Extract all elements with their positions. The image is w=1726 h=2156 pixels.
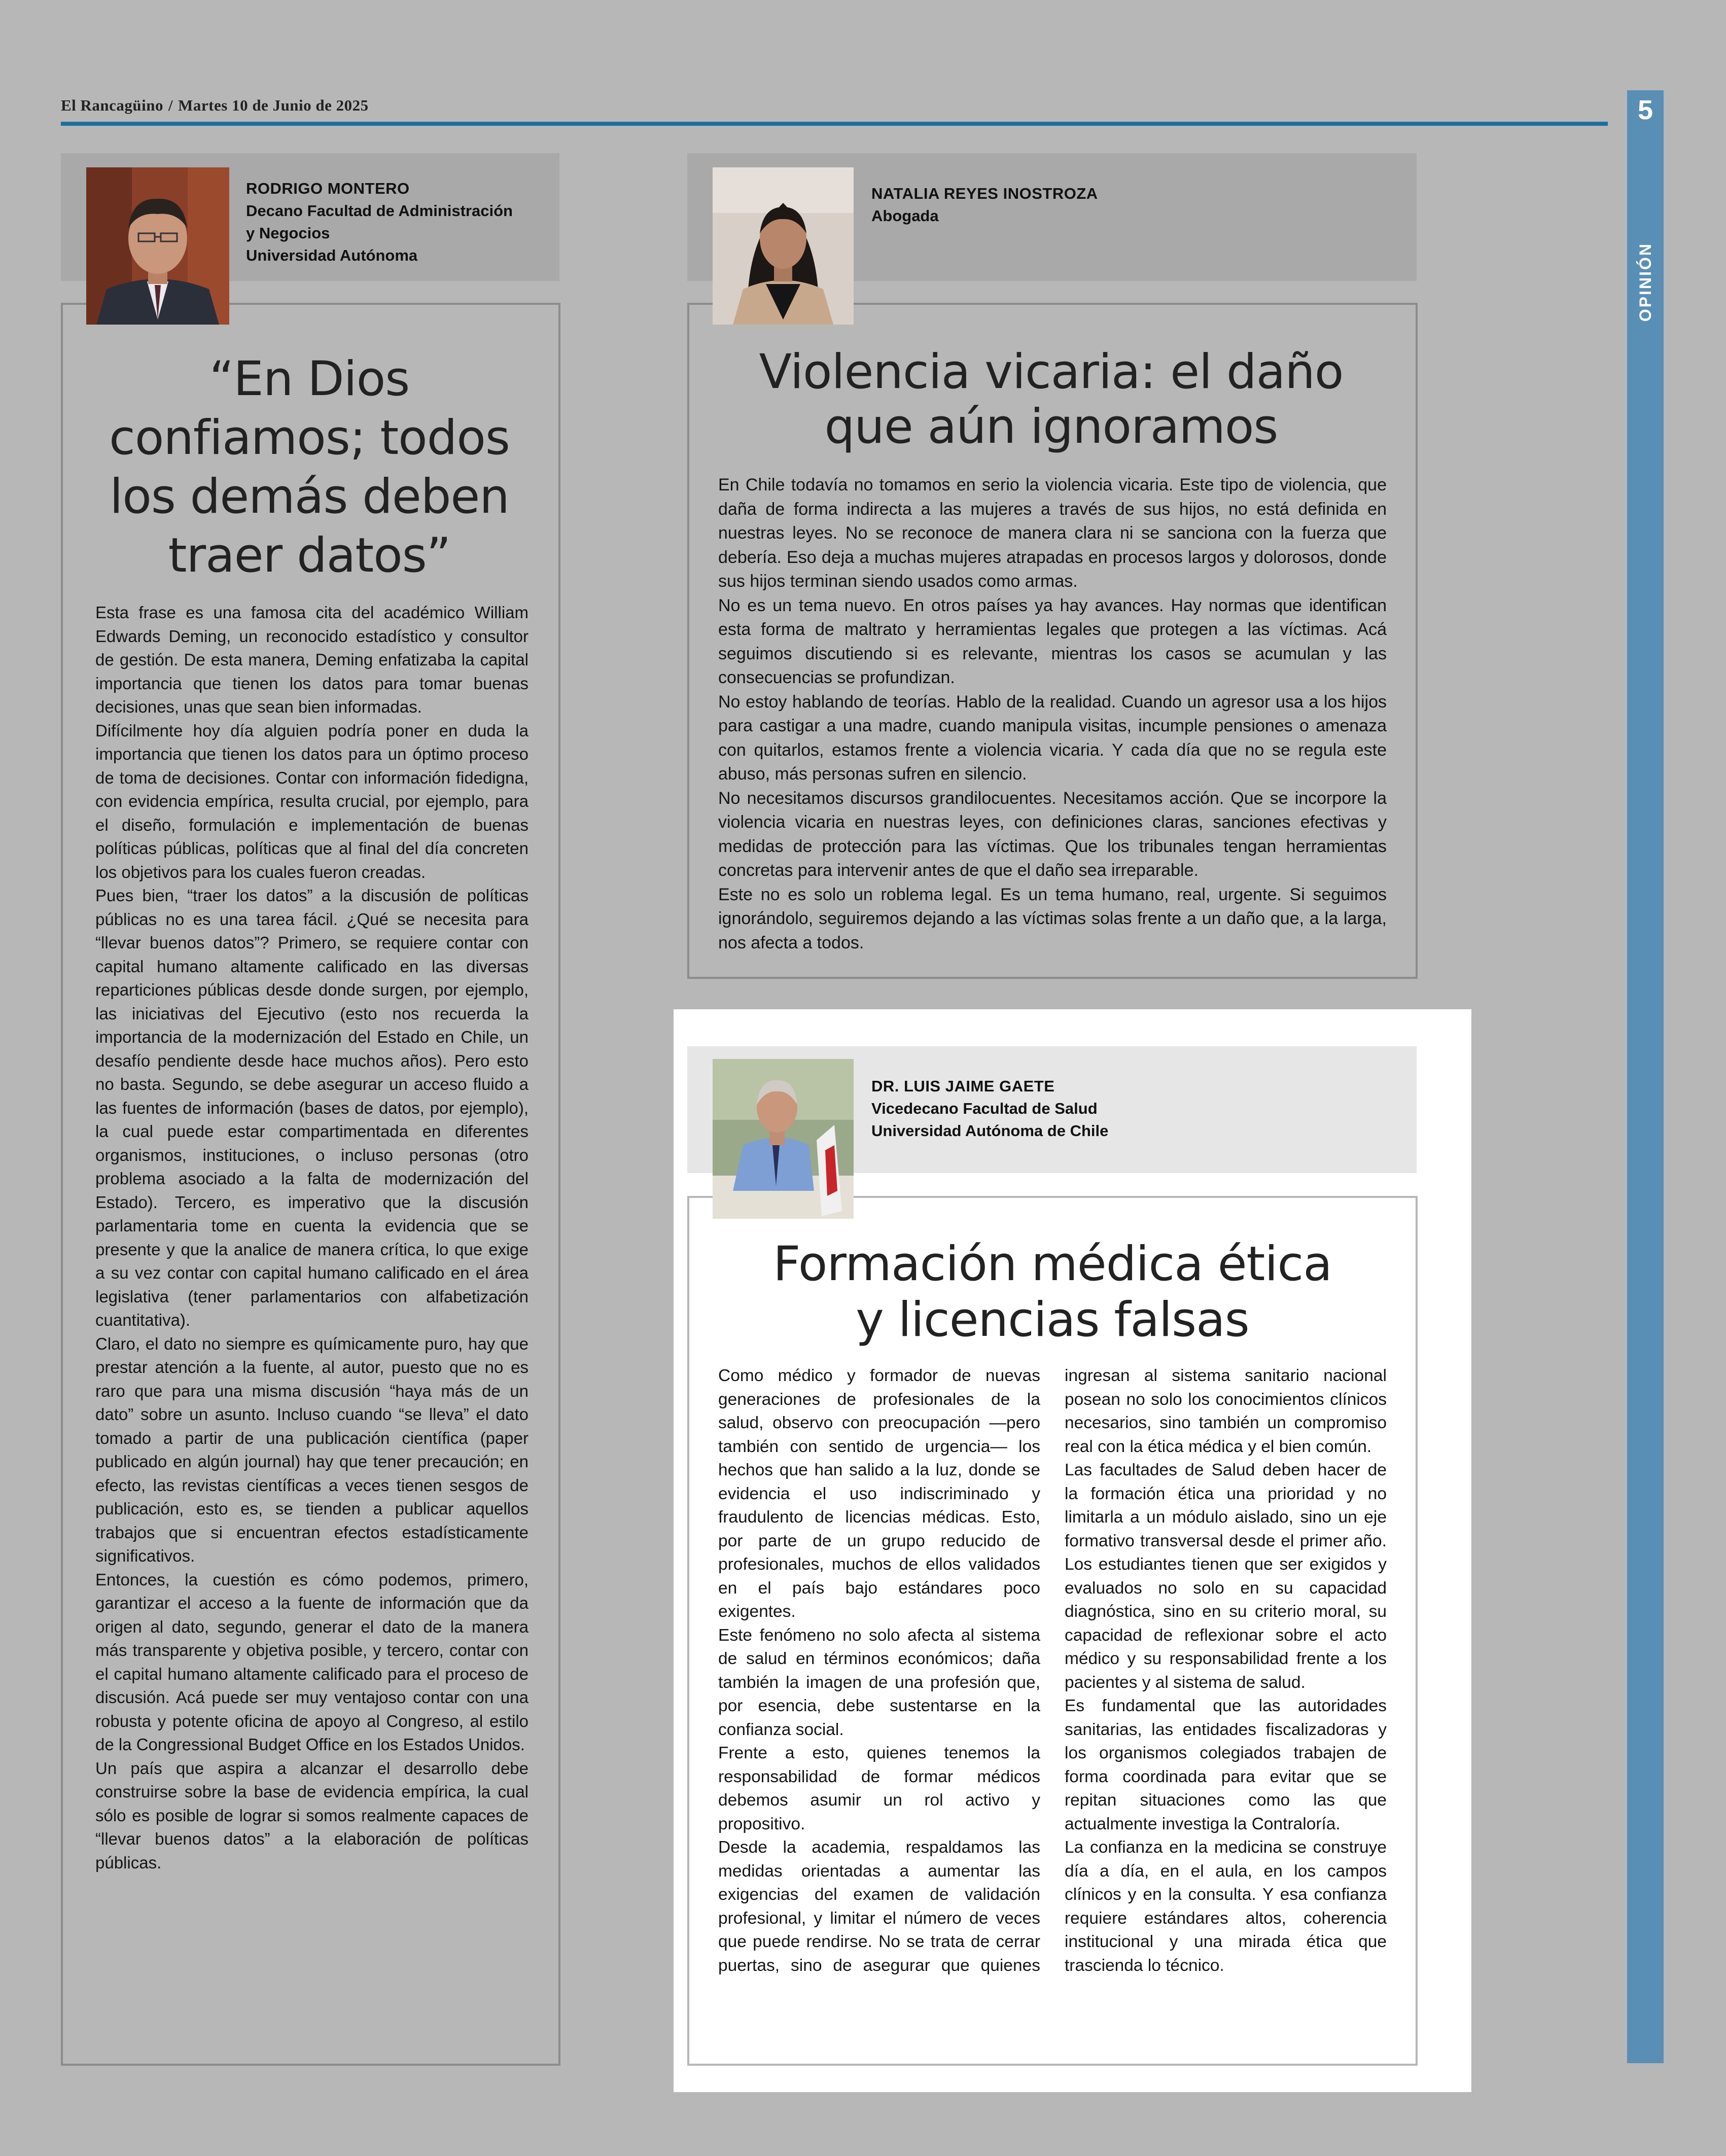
article-paragraph: No es un tema nuevo. En otros países ya hay avances. Hay normas que identifican esta forma de maltrato y herramientas legales que protegen a las víctimas. Acá seguimos discutiendo si es relevante, mientras los casos se acumulan y las consecuencias se profundizan. bbox=[718, 595, 1387, 687]
publication-name: El Rancagüino bbox=[61, 96, 164, 114]
author-photo bbox=[86, 167, 229, 325]
article-paragraph: La confianza en la medicina se construye día a día, en el aula, en los campos clínicos y en la consulta. Y esa confianza requiere estándares altos, coherencia institucional y una mirada ética que trascienda lo técnico. bbox=[1065, 1838, 1387, 1975]
article-paragraph: Las facultades de Salud deben hacer de la formación ética una prioridad y no limitarla a un módulo aislado, sino un eje formativo transversal desde el primer año. Los estudiantes tienen que ser exigidos y evaluados no solo en su capacidad diagnóstica, sino en su criterio moral, su capacidad de reflexionar sobre el acto médico y su responsabilidad frente a los pacientes y al sistema de salud. bbox=[1065, 1461, 1387, 1692]
author-name: RODRIGO MONTERO bbox=[246, 180, 410, 197]
article-paragraph: Esta frase es una famosa cita del académico William Edwards Deming, un reconocido estadístico y consultor de gestión. De esta manera, Deming enfatizaba la capital importancia que tienen los datos para tomar buenas decisiones, unas que sean bien informadas. bbox=[95, 603, 529, 716]
author-credit bbox=[871, 1075, 1379, 1142]
article-paragraph: Este fenómeno no solo afecta al sistema de salud en términos económicos; daña también la imagen de una profesión que, por esencia, debe sustentarse en la confianza social. bbox=[718, 1625, 1040, 1739]
author-photo-image bbox=[713, 1059, 854, 1219]
article-paragraph: Pues bien, “traer los datos” a la discusión de políticas públicas no es una tarea fácil. ¿Qué se necesita para “llevar buenos datos”? Primero, se requiere contar con capital humano altamente calificado en las diversas reparticiones públicas desde donde surgen, por ejemplo, las iniciativas del Ejecutivo (esto nos recuerda la importancia de la modernización del Estado en Chile, un desafío pendiente desde hace muchos años). Pero esto no basta. Segundo, se debe asegurar un acceso fluido a las fuentes de información (bases de datos, por ejemplo), la cual puede estar compartimentada en diferentes organismos, instituciones, o incluso personas (otro problema asociado a la falta de modernización del Estado). Tercero, es imperativo que la discusión parlamentaria tome en cuenta la evidencia que se presente y que la analice de manera crítica, lo que exige a su vez contar con capital humano calificado en el área legislativa (tener parlamentarios con alfabetización cuantitativa). bbox=[95, 886, 529, 1329]
author-role-line: Abogada bbox=[871, 207, 939, 225]
article-paragraph: Difícilmente hoy día alguien podría poner en duda la importancia que tienen los datos para un óptimo proceso de toma de decisiones. Contar con información fidedigna, con evidencia empírica, resulta crucial, por ejemplo, para el diseño, formulación e implementación de buenas políticas públicas, políticas que al final del día concreten los objetivos para los cuales fueron creadas. bbox=[95, 721, 529, 881]
article-title: Violencia vicaria: el daño que aún ignoramos bbox=[759, 344, 1344, 454]
article-paragraph: Como médico y formador de nuevas generaciones de profesionales de la salud, observo con preocupación —pero también con sentido de urgencia— los hechos que han salido a la luz, donde se evidencia el uso indiscriminado y fraudulento de licencias médicas. Esto, por parte de un grupo reducido de profesionales, muchos de ellos validados en el país bajo estándares poco exigentes. bbox=[718, 1366, 1040, 1621]
author-role-line: Decano Facultad de Administración bbox=[246, 202, 513, 220]
article-paragraph: Es fundamental que las autoridades sanitarias, las entidades fiscalizadoras y los organismos colegiados trabajen de forma coordinada para evitar que se repitan situaciones como las que actualmente investiga la Contraloría. bbox=[1065, 1696, 1387, 1833]
section-sidebar bbox=[1627, 90, 1664, 2063]
article-paragraph: Claro, el dato no siempre es químicamente puro, hay que prestar atención a la fuente, al autor, puesto que no es raro que para una misma discusión “haya más de un dato” sobre un asunto. Incluso cuando “se lleva” el dato tomado a partir de una publicación científica (paper publicado en algún journal) hay que tener precaución; en efecto, las revistas científicas a veces tienen sesgos de publicación, esto es, se tienden a publicar aquellos trabajos que si encuentran efectos estadísticamente significativos. bbox=[95, 1334, 529, 1565]
author-role-line: Vicedecano Facultad de Salud bbox=[871, 1100, 1098, 1117]
article-paragraph: Este no es solo un roblema legal. Es un tema humano, real, urgente. Si seguimos ignorándolo, seguiremos dejando a las víctimas solas frente a un daño que, a la larga, nos afecta a todos. bbox=[718, 885, 1387, 952]
article-paragraph: No estoy hablando de teorías. Hablo de la realidad. Cuando un agresor usa a los hijos para castigar a una madre, cuando manipula visitas, incumple pensiones o amenaza con quitarlos, estamos frente a violencia vicaria. Y cada día que no se regula este abuso, más personas sufren en silencio. bbox=[718, 692, 1387, 784]
author-photo-image bbox=[86, 167, 229, 325]
author-name: DR. LUIS JAIME GAETE bbox=[871, 1077, 1055, 1095]
author-credit bbox=[871, 183, 1379, 227]
author-credit bbox=[246, 178, 550, 267]
author-role-line: Universidad Autónoma de Chile bbox=[871, 1122, 1109, 1140]
page-number: 5 bbox=[1637, 95, 1653, 125]
author-role-line: Universidad Autónoma bbox=[246, 246, 418, 264]
section-label: OPINIÓN bbox=[1636, 242, 1654, 322]
article-body bbox=[718, 473, 1387, 955]
article-body bbox=[95, 601, 529, 1875]
article-title: Formación médica ética y licencias falsas bbox=[773, 1236, 1332, 1348]
article-body bbox=[718, 1364, 1387, 2024]
article-paragraph: Desde la academia, respaldamos las medidas orientadas a aumentar las exigencias del examen de validación profesional, y limitar el número de veces que puede rendirse. No se trata de cerrar puertas, sino de asegurar que quienes ingresan al sistema sanitario nacional posean no solo los conocimientos clínicos necesarios, sino también un compromiso real con la ética médica y el bien común. bbox=[718, 1366, 1387, 1975]
author-photo bbox=[713, 1059, 854, 1219]
article-paragraph: En Chile todavía no tomamos en serio la violencia vicaria. Este tipo de violencia, que daña de forma indirecta a las mujeres a través de sus hijos, no está definida en nuestras leyes. No se reconoce de manera clara ni se sanciona con la fuerza que debería. Eso deja a muchas mujeres atrapadas en procesos largos y dolorosos, donde sus hijos terminan siendo usados como armas. bbox=[718, 475, 1387, 591]
article-title: “En Dios confiamos; todos los demás deben traer datos” bbox=[109, 351, 510, 583]
author-photo bbox=[713, 167, 854, 325]
masthead bbox=[61, 96, 369, 115]
masthead-separator: / bbox=[168, 96, 173, 114]
header-rule bbox=[61, 122, 1608, 126]
author-role-line: y Negocios bbox=[246, 224, 330, 242]
author-name: NATALIA REYES INOSTROZA bbox=[871, 185, 1098, 202]
article-paragraph: Un país que aspira a alcanzar el desarrollo debe construirse sobre la base de evidencia empírica, la cual sólo es posible de lograr si somos realmente capaces de “llevar buenos datos” a la elaboración de políticas públicas. bbox=[95, 1758, 529, 1872]
article-paragraph: No necesitamos discursos grandilocuentes. Necesitamos acción. Que se incorpore la violencia vicaria en nuestras leyes, con definiciones claras, sanciones efectivas y medidas de protección para las víctimas. Que los tribunales tengan herramientas concretas para intervenir antes de que el daño sea irreparable. bbox=[718, 788, 1387, 880]
author-photo-image bbox=[713, 167, 854, 325]
article-paragraph: Entonces, la cuestión es cómo podemos, primero, garantizar el acceso a la fuente de información que da origen al dato, segundo, generar el dato de la manera más transparente y objetiva posible, y tercero, contar con el capital humano altamente calificado para el proceso de discusión. Acá puede ser muy ventajoso contar con una robusta y potente oficina de apoyo al Congreso, al estilo de la Congressional Budget Office en los Estados Unidos. bbox=[95, 1570, 529, 1754]
publication-date: Martes 10 de Junio de 2025 bbox=[178, 96, 369, 114]
article-paragraph: Frente a esto, quienes tenemos la responsabilidad de formar médicos debemos asumir un rol activo y propositivo. bbox=[718, 1744, 1040, 1833]
